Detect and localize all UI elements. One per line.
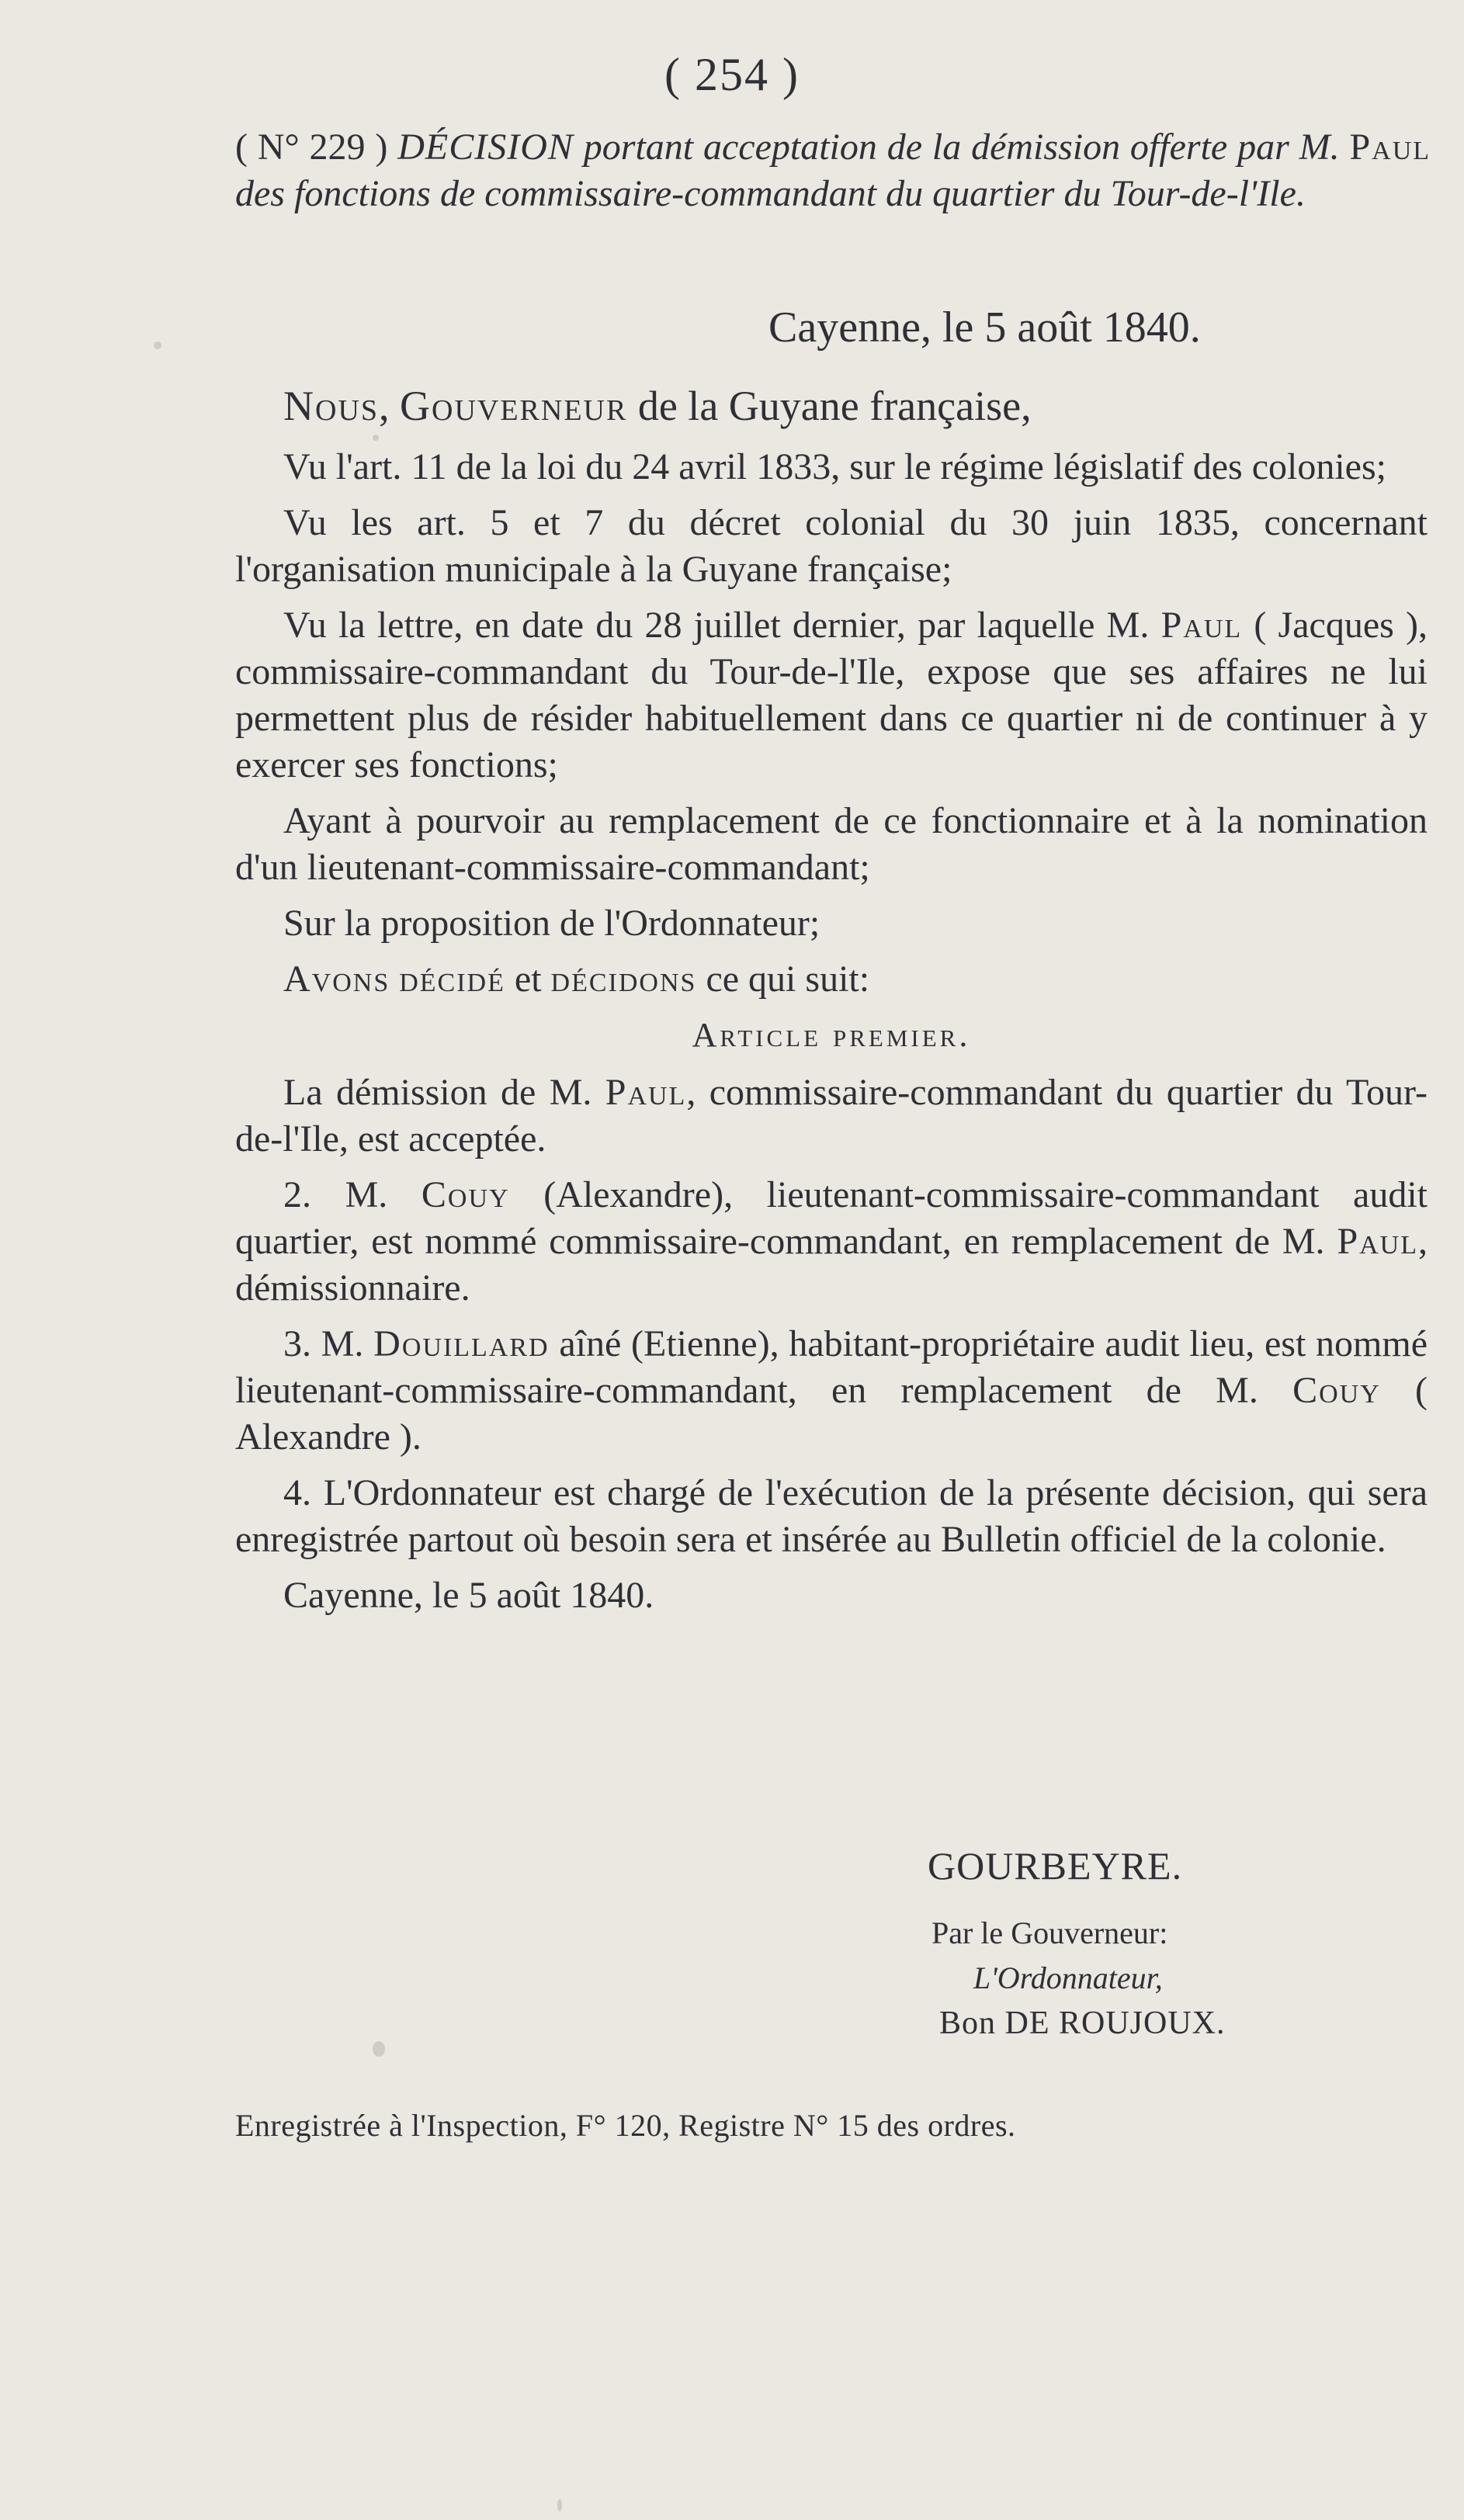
article-2-before: 2. M.	[283, 1174, 388, 1215]
registration-note: Enregistrée à l'Inspection, F° 120, Registre N° 15 des ordres.	[235, 2108, 1016, 2143]
title-text-after-name: des fonctions de commissaire-commandant du quartier du Tour-de-l'Ile.	[235, 173, 1306, 214]
decree-decidons: décidons	[550, 958, 697, 1000]
consideration-articles-5-7: Vu les art. 5 et 7 du décret colonial du 30 juin 1835, concernant l'organisation municipale à la Guyane française;	[235, 502, 1428, 590]
ink-spot	[557, 2499, 562, 2511]
article-3-name2: Couy	[1292, 1370, 1381, 1411]
decree-avons: Avons	[283, 958, 390, 1000]
article-4: 4. L'Ordonnateur est chargé de l'exécution de la présente décision, qui sera enregistrée partout où besoin sera et insérée au Bulletin officiel de la colonie.	[235, 1472, 1428, 1560]
opening-rest: de la Guyane française,	[637, 383, 1032, 429]
decision-heading: DÉCISION	[397, 127, 574, 168]
countersign-line-1: Par le Gouverneur:	[931, 1915, 1168, 1950]
place-date: Cayenne, le 5 août 1840.	[768, 303, 1201, 352]
title-text-before-name: portant acceptation de la démission offerte par M.	[583, 127, 1340, 168]
decree-line	[235, 956, 1428, 1003]
article-3	[235, 1321, 1428, 1461]
letter-name: Paul	[1160, 605, 1243, 646]
opening-gouverneur: Gouverneur	[400, 383, 628, 429]
decree-decide: décidé	[399, 958, 505, 1000]
opening-nous: Nous	[283, 383, 380, 429]
closing-date: Cayenne, le 5 août 1840.	[283, 1575, 654, 1616]
decision-number: ( N° 229 )	[235, 127, 388, 168]
ink-spot	[154, 341, 161, 349]
article-2-name2: Paul	[1337, 1221, 1419, 1262]
article-2-after: , démissionnaire.	[235, 1221, 1428, 1309]
ink-spot	[373, 2041, 385, 2057]
provision-replacement: Ayant à pourvoir au remplacement de ce fonctionnaire et à la nomination d'un lieutenant-commissaire-commandant;	[235, 800, 1428, 888]
article-1-after: , commissaire-commandant du quartier du Tour-de-l'Ile, est acceptée.	[235, 1072, 1428, 1159]
article-heading: Article premier.	[692, 1016, 971, 1054]
article-3-after: ( Alexandre ).	[235, 1370, 1428, 1458]
ink-spot	[373, 435, 379, 441]
countersign-line-3: Bon DE ROUJOUX.	[939, 2005, 1226, 2041]
consideration-article-11: Vu l'art. 11 de la loi du 24 avril 1833, sur le régime législatif des colonies;	[283, 446, 1386, 487]
article-1	[235, 1069, 1428, 1163]
letter-after: ( Jacques ), commissaire-commandant du Tour-de-l'Ile, expose que ses affaires ne lui permettent plus de résider habituellement dans ce quartier ni de continuer à y exercer ses fonctions;	[235, 605, 1428, 785]
article-2-name: Couy	[421, 1174, 510, 1215]
countersign-line-2: L'Ordonnateur,	[973, 1960, 1163, 1995]
provision-proposal: Sur la proposition de l'Ordonnateur;	[283, 903, 820, 944]
article-3-middle: aîné (Etienne), habitant-propriétaire audit lieu, est nommé lieutenant-commissaire-commandant, en remplacement de M.	[235, 1323, 1428, 1411]
consideration-letter	[235, 602, 1428, 789]
article-1-name: Paul	[605, 1072, 687, 1113]
decision-title	[235, 124, 1431, 217]
decree-et: et	[514, 958, 542, 1000]
letter-before: Vu la lettre, en date du 28 juillet dernier, par laquelle M.	[283, 605, 1150, 646]
article-2	[235, 1172, 1428, 1312]
countersignature	[931, 1911, 1226, 2046]
title-name: Paul	[1349, 127, 1431, 168]
decision-body	[235, 380, 1428, 1628]
opening-line: Nous, Gouverneur de la Guyane française,	[283, 383, 1032, 429]
article-3-name: Douillard	[373, 1323, 550, 1364]
decree-rest: ce qui suit:	[706, 958, 870, 1000]
governor-signature: GOURBEYRE.	[928, 1844, 1183, 1887]
article-3-before: 3. M.	[283, 1323, 364, 1364]
article-1-before: La démission de M.	[283, 1072, 592, 1113]
article-2-middle: (Alexandre), lieutenant-commissaire-commandant audit quartier, est nommé commissaire-commandant, en remplacement de M.	[235, 1174, 1428, 1262]
page-number: ( 254 )	[664, 49, 800, 100]
